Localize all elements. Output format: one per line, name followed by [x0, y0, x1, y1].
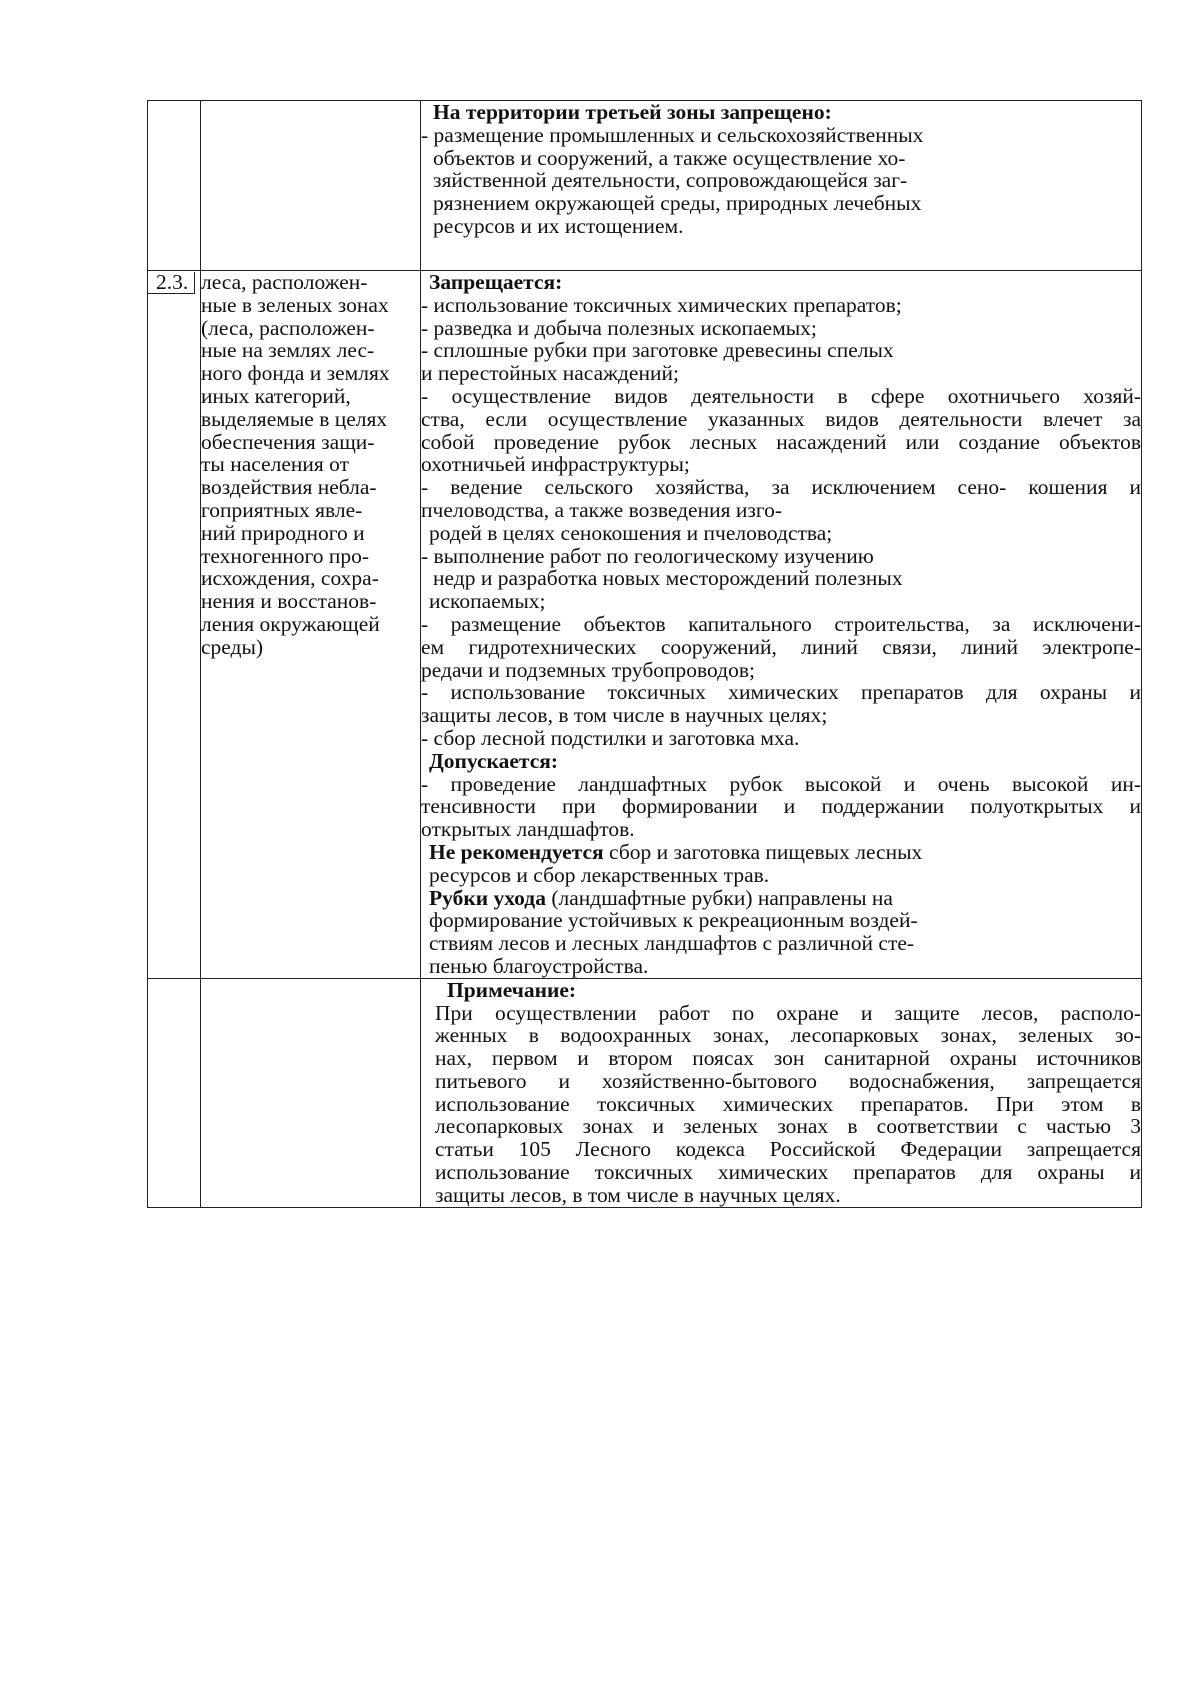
allowed-line: тенсивности при формировании и поддержании полуоткрытых и — [421, 794, 1141, 819]
cell-number-empty — [148, 978, 201, 1207]
care-line: пенью благоустройства. — [429, 953, 649, 978]
note-line: нах, первом и втором поясах зон санитарной охраны источников — [435, 1046, 1141, 1071]
prohibited-line: пчеловодства, а также возведения изго- — [421, 497, 783, 522]
cell-subject — [201, 271, 421, 979]
not-recommended-rest: сбор и заготовка пищевых лесных — [603, 839, 923, 864]
subject-line: ний природного и — [201, 520, 365, 545]
regulation-table — [147, 100, 1142, 1208]
prohibited-heading: Запрещается: — [429, 270, 563, 294]
prohibited-line: редачи и подземных трубопроводов; — [421, 657, 755, 682]
text-line: объектов и сооружений, а также осуществление хо- — [433, 145, 906, 170]
allowed-line: открытых ландшафтов. — [421, 817, 635, 842]
subject-line: исхождения, сохра- — [201, 566, 379, 591]
note-line: При осуществлении работ по охране и защите лесов, располо- — [435, 1000, 1141, 1025]
allowed-line: - проведение ландшафтных рубок высокой и очень высокой ин- — [421, 771, 1141, 796]
note-line: использование токсичных химических препаратов для охраны и — [435, 1160, 1141, 1185]
subject-line: ного фонда и землях — [201, 361, 390, 386]
care-cuttings-bold: Рубки ухода — [429, 885, 546, 910]
prohibited-line: - разведка и добыча полезных ископаемых; — [421, 315, 817, 340]
subject-line: леса, расположен- — [201, 270, 368, 294]
note-line: использование токсичных химических препаратов. При этом в — [435, 1091, 1141, 1116]
not-recommended-line-2: ресурсов и сбор лекарственных трав. — [429, 862, 770, 887]
prohibited-line: - использование токсичных химических препаратов для охраны и — [421, 680, 1141, 705]
text-line: ресурсов и их истощением. — [433, 213, 684, 238]
text-line: зяйственной деятельности, сопровождающейся заг- — [433, 168, 908, 193]
text-line: рязнением окружающей среды, природных лечебных — [433, 191, 922, 216]
cell-number — [148, 271, 201, 979]
prohibited-line: родей в целях сенокошения и пчеловодства; — [429, 520, 833, 545]
care-line: формирование устойчивых к рекреационным воздей- — [429, 908, 918, 933]
cell-number-empty — [148, 101, 201, 271]
prohibited-line: - сбор лесной подстилки и заготовка мха. — [421, 725, 800, 750]
note-line: женных в водоохранных зонах, лесопарковых зонах, зеленых зо- — [435, 1023, 1141, 1048]
prohibited-line: ископаемых; — [429, 589, 546, 614]
subject-line: ления окружающей — [201, 611, 380, 636]
prohibited-line: охотничьей инфраструктуры; — [421, 452, 690, 477]
prohibited-line: - выполнение работ по геологическому изучению — [421, 543, 874, 568]
care-cuttings-rest: (ландшафтные рубки) направлены на — [545, 885, 893, 910]
subject-line: выделяемые в целях — [201, 406, 388, 431]
subject-line: гоприятных явле- — [201, 497, 363, 522]
prohibited-line: - размещение объектов капитального строительства, за исключени- — [421, 611, 1141, 636]
not-recommended-line — [421, 841, 1141, 864]
prohibited-line: ства, если осуществление указанных видов деятельности влечет за — [421, 406, 1141, 431]
prohibited-line: собой проведение рубок лесных насаждений или создание объектов — [421, 429, 1141, 454]
prohibited-line: недр и разработка новых месторождений полезных — [433, 566, 903, 591]
subject-line: иных категорий, — [201, 383, 351, 408]
subject-line: (леса, расположен- — [201, 315, 375, 340]
table-row-third-zone — [148, 101, 1142, 271]
cell-subject-empty — [201, 978, 421, 1207]
allowed-heading: Допускается: — [429, 748, 559, 773]
care-line: ствиям лесов и лесных ландшафтов с различной сте- — [429, 931, 915, 956]
subject-line: техногенного про- — [201, 543, 370, 568]
note-line: защиты лесов, в том числе в научных целях. — [435, 1182, 841, 1207]
note-line: лесопарковых зонах и зеленых зонах в соответствии с частью 3 — [435, 1114, 1141, 1139]
subject-line: обеспечения защи- — [201, 429, 375, 454]
prohibited-line: - использование токсичных химических препаратов; — [421, 292, 902, 317]
note-line: статьи 105 Лесного кодекса Российской Федерации запрещается — [435, 1137, 1141, 1162]
subject-line: среды) — [201, 634, 264, 659]
prohibited-line: ем гидротехнических сооружений, линий связи, линий электропе- — [421, 634, 1141, 659]
prohibited-line: - сплошные рубки при заготовке древесины спелых — [421, 338, 894, 363]
care-cuttings-line — [421, 887, 1141, 910]
note-line: питьевого и хозяйственно-бытового водоснабжения, запрещается — [435, 1068, 1141, 1093]
text-line: - размещение промышленных и сельскохозяйственных — [421, 122, 924, 147]
subject-line: ные в зеленых зонах — [201, 292, 389, 317]
subject-line: воздействия небла- — [201, 475, 377, 500]
subject-line: ные на землях лес- — [201, 338, 375, 363]
row-number: 2.3. — [148, 272, 195, 294]
subject-line: ты населения от — [201, 452, 350, 477]
third-zone-heading: На территории третьей зоны запрещено: — [433, 100, 832, 124]
prohibited-line: - ведение сельского хозяйства, за исключением сено- кошения и — [421, 475, 1141, 500]
table-row-note — [148, 978, 1142, 1207]
subject-line: нения и восстанов- — [201, 589, 377, 614]
cell-subject-empty — [201, 101, 421, 271]
table-row-green-zones — [148, 271, 1142, 979]
cell-third-zone-text — [421, 101, 1142, 271]
prohibited-line: защиты лесов, в том числе в научных целях; — [421, 703, 828, 728]
note-heading: Примечание: — [447, 977, 577, 1002]
not-recommended-bold: Не рекомендуется — [429, 839, 604, 864]
prohibited-line: - осуществление видов деятельности в сфере охотничьего хозяй- — [421, 383, 1141, 408]
prohibited-line: и перестойных насаждений; — [421, 361, 679, 386]
cell-regulations-text — [421, 271, 1142, 979]
cell-note-text — [421, 978, 1142, 1207]
